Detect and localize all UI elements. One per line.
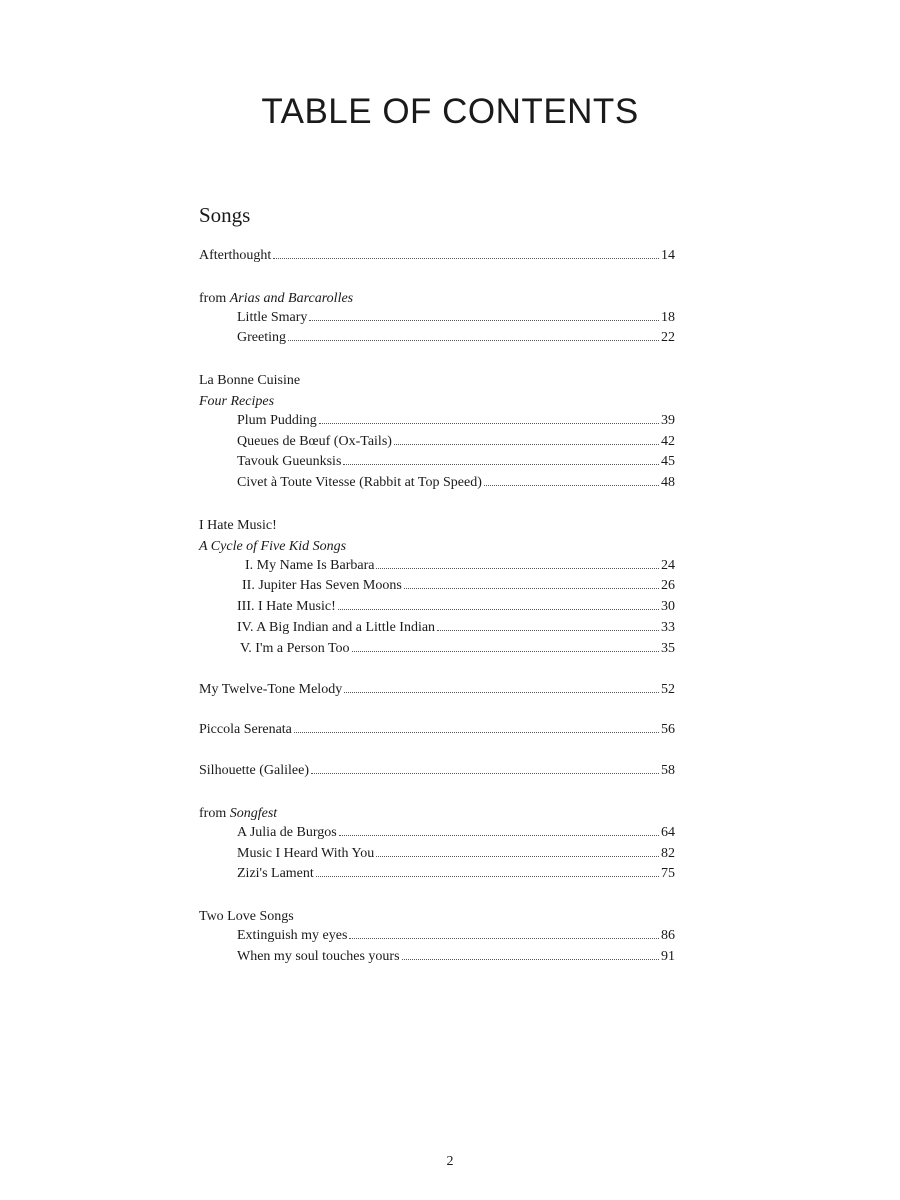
- entry-title: Extinguish my eyes: [237, 927, 348, 943]
- dot-leader: [288, 339, 659, 341]
- toc-entry[interactable]: [199, 413, 675, 434]
- entry-page: 33: [661, 619, 675, 635]
- toc-entry[interactable]: [199, 558, 675, 579]
- toc-entry[interactable]: [199, 475, 675, 496]
- section-heading-songs: Songs: [199, 203, 251, 227]
- entry-title: I. My Name Is Barbara: [245, 557, 375, 573]
- entry-page: 64: [661, 824, 675, 840]
- toc-group-hate-music: [199, 516, 675, 662]
- toc-group-piccola: [199, 722, 675, 743]
- entry-title: Civet à Toute Vitesse (Rabbit at Top Speed): [237, 475, 482, 491]
- toc-entry[interactable]: [199, 454, 675, 475]
- entry-page: 30: [661, 599, 675, 615]
- group-heading: [199, 804, 675, 825]
- toc-entry[interactable]: [199, 578, 675, 599]
- dot-leader: [311, 772, 659, 774]
- page-title: TABLE OF CONTENTS: [261, 92, 639, 131]
- dot-leader: [376, 567, 659, 569]
- entry-page: 48: [661, 475, 675, 491]
- entry-page: 91: [661, 948, 675, 964]
- group-heading: Two Love Songs: [199, 909, 294, 925]
- entry-title: A Julia de Burgos: [237, 824, 337, 840]
- toc-entry[interactable]: [199, 682, 675, 703]
- entry-title: My Twelve-Tone Melody: [199, 681, 343, 697]
- entry-page: 58: [661, 763, 675, 779]
- entry-title: III. I Hate Music!: [237, 599, 336, 615]
- entry-title: V. I'm a Person Too: [240, 640, 350, 656]
- group-subtitle: Four Recipes: [199, 393, 275, 409]
- toc-entry[interactable]: [199, 330, 675, 351]
- toc-entry[interactable]: [199, 310, 675, 331]
- entry-page: 18: [661, 309, 675, 325]
- group-prefix: from: [199, 805, 230, 821]
- entry-title: Piccola Serenata: [199, 722, 292, 738]
- dot-leader: [394, 443, 659, 445]
- dot-leader: [352, 650, 659, 652]
- entry-title: When my soul touches yours: [237, 948, 400, 964]
- entry-page: 82: [661, 845, 675, 861]
- entry-title: Zizi's Lament: [237, 866, 314, 882]
- entry-page: 35: [661, 640, 675, 656]
- dot-leader: [338, 608, 659, 610]
- toc-group-arias: [199, 289, 675, 351]
- entry-page: 24: [661, 557, 675, 573]
- group-subtitle: A Cycle of Five Kid Songs: [199, 538, 347, 554]
- toc-entry[interactable]: [199, 866, 675, 887]
- dot-leader: [437, 629, 659, 631]
- toc-entry[interactable]: [199, 825, 675, 846]
- entry-title: Little Smary: [237, 309, 308, 325]
- toc-entry[interactable]: [199, 248, 675, 269]
- entry-page: 56: [661, 722, 675, 738]
- group-work-title: Arias and Barcarolles: [229, 290, 354, 306]
- entry-title: II. Jupiter Has Seven Moons: [242, 578, 402, 594]
- dot-leader: [376, 855, 659, 857]
- toc-entry[interactable]: [199, 434, 675, 455]
- dot-leader: [349, 937, 659, 939]
- toc-entry[interactable]: [199, 928, 675, 949]
- toc-group-twelve-tone: [199, 682, 675, 703]
- entry-page: 14: [661, 248, 675, 263]
- entry-page: 42: [661, 433, 675, 449]
- toc-group-cuisine: [199, 371, 675, 496]
- group-heading: [199, 289, 675, 310]
- dot-leader: [404, 587, 659, 589]
- entry-title: Greeting: [237, 330, 286, 346]
- toc-entry[interactable]: [199, 620, 675, 641]
- dot-leader: [316, 875, 659, 877]
- dot-leader: [273, 257, 659, 259]
- dot-leader: [309, 319, 659, 321]
- dot-leader: [339, 834, 659, 836]
- entry-page: 45: [661, 454, 675, 470]
- entry-title: Queues de Bœuf (Ox-Tails): [237, 433, 392, 449]
- dot-leader: [319, 422, 659, 424]
- toc-group-love-songs: [199, 907, 675, 969]
- toc-group-afterthought: [199, 248, 675, 269]
- entry-title: Plum Pudding: [237, 412, 317, 428]
- entry-page: 22: [661, 330, 675, 346]
- toc-entry[interactable]: [199, 641, 675, 662]
- entry-title: Silhouette (Galilee): [199, 763, 310, 779]
- entry-title: Afterthought: [199, 248, 272, 263]
- toc-entry[interactable]: [199, 763, 675, 784]
- entry-page: 39: [661, 412, 675, 428]
- entry-page: 52: [661, 681, 675, 697]
- dot-leader: [294, 731, 659, 733]
- group-heading: La Bonne Cuisine: [199, 373, 301, 389]
- entry-page: 86: [661, 927, 675, 943]
- entry-title: IV. A Big Indian and a Little Indian: [237, 619, 436, 635]
- group-heading: I Hate Music!: [199, 517, 277, 533]
- group-prefix: from: [199, 290, 230, 306]
- toc-entry[interactable]: [199, 846, 675, 867]
- entry-title: Music I Heard With You: [237, 845, 375, 861]
- entry-page: 75: [661, 866, 675, 882]
- dot-leader: [484, 484, 659, 486]
- group-work-title: Songfest: [229, 805, 278, 821]
- dot-leader: [402, 958, 659, 960]
- entry-page: 26: [661, 578, 675, 594]
- toc-group-silhouette: [199, 763, 675, 784]
- toc-entry[interactable]: [199, 722, 675, 743]
- toc-group-songfest: [199, 804, 675, 887]
- dot-leader: [344, 691, 659, 693]
- dot-leader: [343, 463, 659, 465]
- toc-entry[interactable]: [199, 949, 675, 970]
- page-number: 2: [446, 1154, 454, 1169]
- entry-title: Tavouk Gueunksis: [237, 454, 342, 470]
- table-of-contents: [199, 248, 675, 990]
- toc-entry[interactable]: [199, 599, 675, 620]
